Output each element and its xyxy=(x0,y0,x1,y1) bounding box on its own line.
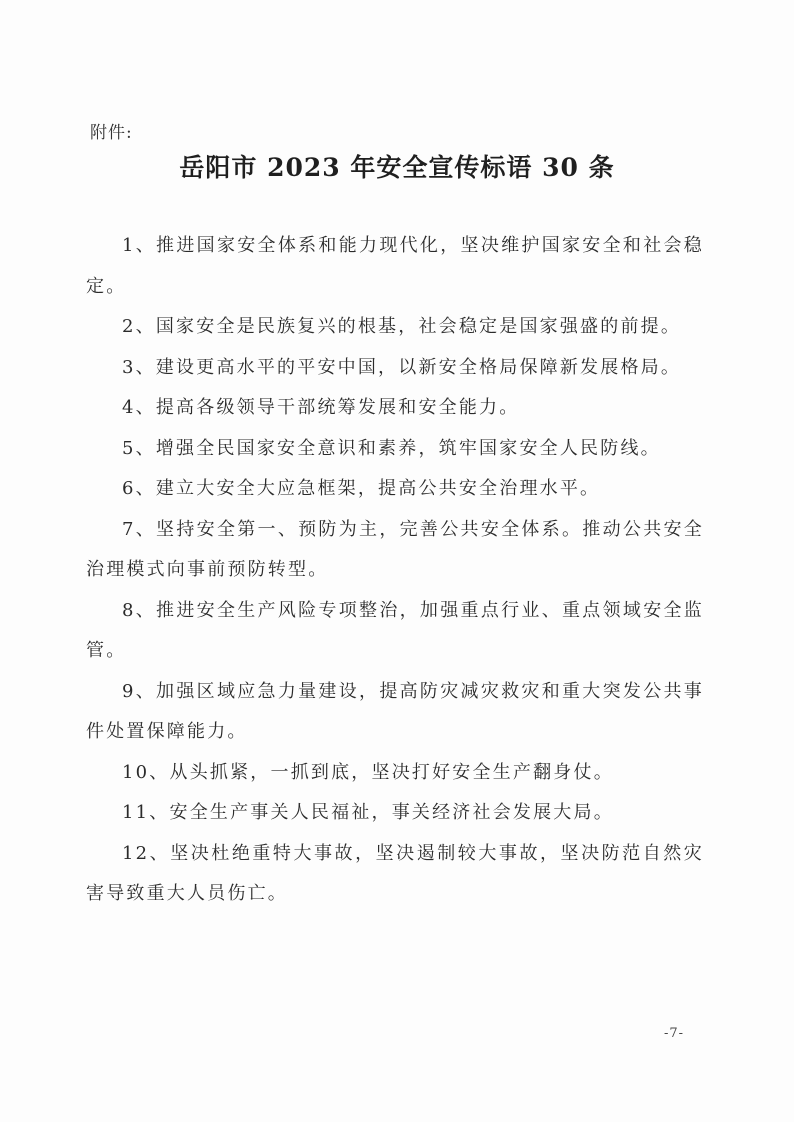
page-title: 岳阳市 2023 年安全宣传标语 30 条 xyxy=(179,153,615,182)
slogan-item-1: 1、推进国家安全体系和能力现代化，坚决维护国家安全和社会稳定。 xyxy=(86,235,704,297)
slogan-item-12: 12、坚决杜绝重特大事故，坚决遏制较大事故，坚决防范自然灾害导致重大人员伤亡。 xyxy=(86,842,704,904)
slogan-item-6: 6、建立大安全大应急框架，提高公共安全治理水平。 xyxy=(122,478,601,499)
slogan-item-7: 7、坚持安全第一、预防为主，完善公共安全体系。推动公共安全治理模式向事前预防转型。 xyxy=(86,518,704,580)
attachment-label: 附件: xyxy=(90,123,133,143)
slogan-item-11: 11、安全生产事关人民福祉，事关经济社会发展大局。 xyxy=(122,802,614,823)
slogan-item-8: 8、推进安全生产风险专项整治，加强重点行业、重点领域安全监管。 xyxy=(86,599,704,661)
slogan-item-5: 5、增强全民国家安全意识和素养，筑牢国家安全人民防线。 xyxy=(122,437,661,459)
slogan-item-2: 2、国家安全是民族复兴的根基，社会稳定是国家强盛的前提。 xyxy=(122,316,682,337)
page-number: -7- xyxy=(664,1026,685,1041)
slogan-item-4: 4、提高各级领导干部统筹发展和安全能力。 xyxy=(122,397,520,418)
slogan-item-3: 3、建设更高水平的平安中国，以新安全格局保障新发展格局。 xyxy=(122,356,682,378)
slogan-list xyxy=(86,226,704,915)
slogan-item-9: 9、加强区域应急力量建设，提高防灾减灾救灾和重大突发公共事件处置保障能力。 xyxy=(86,680,704,742)
slogan-item-10: 10、从头抓紧，一抓到底，坚决打好安全生产翻身仗。 xyxy=(122,761,614,783)
